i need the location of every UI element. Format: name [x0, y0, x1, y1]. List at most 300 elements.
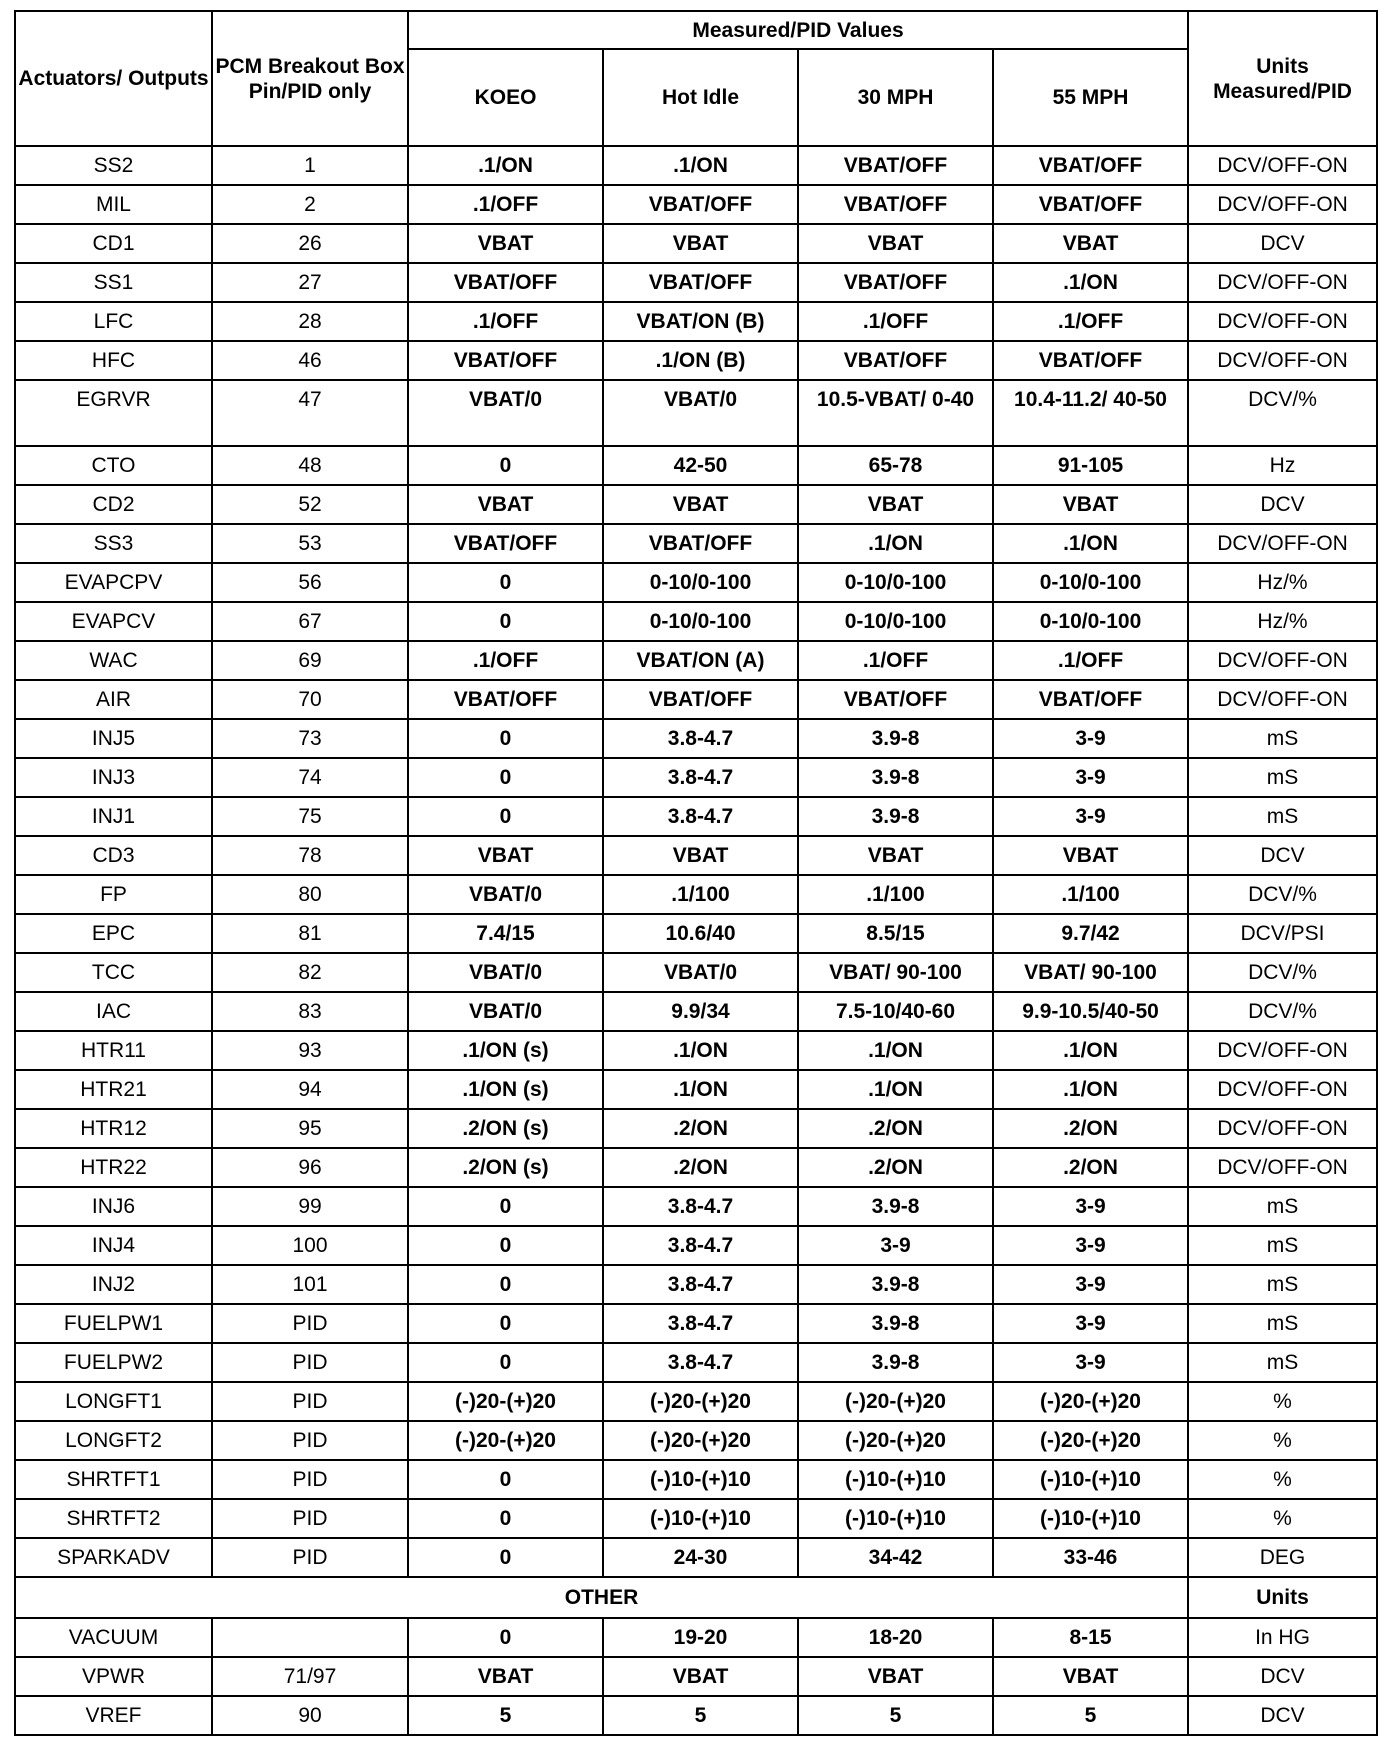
mph30-value-cell: (-)20-(+)20 — [798, 1382, 993, 1421]
mph55-value-cell: 3-9 — [993, 797, 1188, 836]
koeo-value-cell: 0 — [408, 1618, 603, 1657]
units-cell: DCV/PSI — [1188, 914, 1377, 953]
actuator-name-cell: IAC — [15, 992, 212, 1031]
hot-idle-value-cell: VBAT/0 — [603, 953, 798, 992]
hot-idle-value-cell: 3.8-4.7 — [603, 1304, 798, 1343]
mph30-value-cell: (-)10-(+)10 — [798, 1499, 993, 1538]
hot-idle-value-cell: VBAT/OFF — [603, 680, 798, 719]
mph30-value-cell: 18-20 — [798, 1618, 993, 1657]
hot-idle-value-cell: 3.8-4.7 — [603, 1187, 798, 1226]
pin-cell: 26 — [212, 224, 408, 263]
pin-cell: 95 — [212, 1109, 408, 1148]
actuator-name-cell: WAC — [15, 641, 212, 680]
pin-cell: 27 — [212, 263, 408, 302]
hot-idle-value-cell: VBAT — [603, 836, 798, 875]
mph30-value-cell: 3.9-8 — [798, 1265, 993, 1304]
koeo-value-cell: VBAT/OFF — [408, 341, 603, 380]
koeo-value-cell: VBAT/0 — [408, 992, 603, 1031]
mph30-value-cell: .1/OFF — [798, 302, 993, 341]
table-row — [15, 563, 1377, 602]
units-cell: DCV/OFF-ON — [1188, 185, 1377, 224]
pin-cell: 48 — [212, 446, 408, 485]
pid-values-sheet — [14, 10, 1378, 1736]
koeo-value-cell: 0 — [408, 446, 603, 485]
units-cell: DCV — [1188, 1657, 1377, 1696]
table-row — [15, 836, 1377, 875]
other-section — [15, 1577, 1377, 1735]
table-row — [15, 1421, 1377, 1460]
other-label: OTHER — [15, 1577, 1188, 1618]
table-row — [15, 875, 1377, 914]
pin-cell: 90 — [212, 1696, 408, 1735]
mph30-value-cell: 3.9-8 — [798, 719, 993, 758]
header-hot-idle: Hot Idle — [603, 49, 798, 146]
actuator-name-cell: INJ5 — [15, 719, 212, 758]
koeo-value-cell: 0 — [408, 797, 603, 836]
mph55-value-cell: .2/ON — [993, 1109, 1188, 1148]
actuator-name-cell: INJ4 — [15, 1226, 212, 1265]
mph30-value-cell: (-)10-(+)10 — [798, 1460, 993, 1499]
actuator-name-cell: SS1 — [15, 263, 212, 302]
units-cell: DCV/OFF-ON — [1188, 1070, 1377, 1109]
actuator-name-cell: EPC — [15, 914, 212, 953]
units-cell: Hz/% — [1188, 563, 1377, 602]
mph55-value-cell: 3-9 — [993, 758, 1188, 797]
header-pcm-breakout: PCM Breakout Box Pin/PID only — [212, 11, 408, 146]
table-row — [15, 1148, 1377, 1187]
mph55-value-cell: (-)10-(+)10 — [993, 1460, 1188, 1499]
hot-idle-value-cell: 3.8-4.7 — [603, 1343, 798, 1382]
pin-cell: 93 — [212, 1031, 408, 1070]
actuator-name-cell: VREF — [15, 1696, 212, 1735]
hot-idle-value-cell: .1/ON — [603, 1031, 798, 1070]
units-cell: DCV/OFF-ON — [1188, 524, 1377, 563]
koeo-value-cell: VBAT — [408, 1657, 603, 1696]
mph55-value-cell: 3-9 — [993, 1226, 1188, 1265]
hot-idle-value-cell: 24-30 — [603, 1538, 798, 1577]
pin-cell: PID — [212, 1499, 408, 1538]
units-cell: % — [1188, 1421, 1377, 1460]
units-cell: DCV/OFF-ON — [1188, 341, 1377, 380]
pin-cell: 100 — [212, 1226, 408, 1265]
units-cell: DEG — [1188, 1538, 1377, 1577]
hot-idle-value-cell: .2/ON — [603, 1109, 798, 1148]
mph55-value-cell: VBAT — [993, 836, 1188, 875]
table-row — [15, 1265, 1377, 1304]
hot-idle-value-cell: (-)10-(+)10 — [603, 1460, 798, 1499]
mph55-value-cell: (-)10-(+)10 — [993, 1499, 1188, 1538]
mph55-value-cell: .2/ON — [993, 1148, 1188, 1187]
hot-idle-value-cell: .1/ON — [603, 1070, 798, 1109]
actuator-name-cell: SHRTFT2 — [15, 1499, 212, 1538]
actuator-name-cell: CD2 — [15, 485, 212, 524]
pin-cell: 70 — [212, 680, 408, 719]
actuator-name-cell: HTR22 — [15, 1148, 212, 1187]
units-cell: DCV/% — [1188, 380, 1377, 446]
pin-cell: 101 — [212, 1265, 408, 1304]
actuator-name-cell: CTO — [15, 446, 212, 485]
units-cell: DCV/% — [1188, 992, 1377, 1031]
actuator-name-cell: SHRTFT1 — [15, 1460, 212, 1499]
table-row — [15, 602, 1377, 641]
mph30-value-cell: VBAT/OFF — [798, 341, 993, 380]
actuator-rows — [15, 146, 1377, 1577]
units-cell: % — [1188, 1382, 1377, 1421]
koeo-value-cell: 0 — [408, 1304, 603, 1343]
mph55-value-cell: 3-9 — [993, 1304, 1188, 1343]
pin-cell: 46 — [212, 341, 408, 380]
koeo-value-cell: VBAT/0 — [408, 875, 603, 914]
koeo-value-cell: 0 — [408, 1460, 603, 1499]
mph30-value-cell: 3.9-8 — [798, 797, 993, 836]
table-row — [15, 446, 1377, 485]
koeo-value-cell: 0 — [408, 1343, 603, 1382]
pin-cell: 53 — [212, 524, 408, 563]
mph30-value-cell: 3-9 — [798, 1226, 993, 1265]
mph30-value-cell: 10.5-VBAT/ 0-40 — [798, 380, 993, 446]
units-cell: DCV/% — [1188, 875, 1377, 914]
table-row — [15, 485, 1377, 524]
koeo-value-cell: (-)20-(+)20 — [408, 1421, 603, 1460]
units-cell: In HG — [1188, 1618, 1377, 1657]
table-row — [15, 1304, 1377, 1343]
actuator-name-cell: FUELPW2 — [15, 1343, 212, 1382]
mph55-value-cell: 3-9 — [993, 1343, 1188, 1382]
table-row — [15, 380, 1377, 446]
koeo-value-cell: 0 — [408, 1499, 603, 1538]
units-cell: DCV/OFF-ON — [1188, 680, 1377, 719]
pin-cell: 74 — [212, 758, 408, 797]
table-row — [15, 1696, 1377, 1735]
table-row — [15, 1226, 1377, 1265]
mph30-value-cell: VBAT/OFF — [798, 146, 993, 185]
koeo-value-cell: VBAT/0 — [408, 380, 603, 446]
mph55-value-cell: VBAT/OFF — [993, 185, 1188, 224]
actuator-name-cell: TCC — [15, 953, 212, 992]
hot-idle-value-cell: VBAT — [603, 485, 798, 524]
table-row — [15, 680, 1377, 719]
units-cell: DCV/OFF-ON — [1188, 1031, 1377, 1070]
actuator-name-cell: FP — [15, 875, 212, 914]
hot-idle-value-cell: VBAT/OFF — [603, 524, 798, 563]
units-cell: DCV/OFF-ON — [1188, 302, 1377, 341]
koeo-value-cell: .2/ON (s) — [408, 1109, 603, 1148]
hot-idle-value-cell: .1/100 — [603, 875, 798, 914]
actuator-name-cell: VPWR — [15, 1657, 212, 1696]
koeo-value-cell: 7.4/15 — [408, 914, 603, 953]
mph30-value-cell: (-)20-(+)20 — [798, 1421, 993, 1460]
mph55-value-cell: VBAT — [993, 224, 1188, 263]
actuator-name-cell: MIL — [15, 185, 212, 224]
hot-idle-value-cell: (-)20-(+)20 — [603, 1382, 798, 1421]
hot-idle-value-cell: VBAT/OFF — [603, 185, 798, 224]
mph30-value-cell: 7.5-10/40-60 — [798, 992, 993, 1031]
units-cell: Hz — [1188, 446, 1377, 485]
mph30-value-cell: 3.9-8 — [798, 1343, 993, 1382]
table-header — [15, 11, 1377, 146]
hot-idle-value-cell: 0-10/0-100 — [603, 602, 798, 641]
mph55-value-cell: .1/ON — [993, 1031, 1188, 1070]
mph30-value-cell: VBAT/OFF — [798, 185, 993, 224]
pin-cell: 82 — [212, 953, 408, 992]
koeo-value-cell: VBAT — [408, 224, 603, 263]
koeo-value-cell: .1/ON (s) — [408, 1070, 603, 1109]
koeo-value-cell: (-)20-(+)20 — [408, 1382, 603, 1421]
koeo-value-cell: VBAT/OFF — [408, 263, 603, 302]
units-cell: DCV — [1188, 224, 1377, 263]
mph30-value-cell: 65-78 — [798, 446, 993, 485]
pin-cell: 83 — [212, 992, 408, 1031]
pin-cell: PID — [212, 1421, 408, 1460]
mph30-value-cell: 8.5/15 — [798, 914, 993, 953]
table-row — [15, 1187, 1377, 1226]
hot-idle-value-cell: 5 — [603, 1696, 798, 1735]
actuator-name-cell: SS3 — [15, 524, 212, 563]
mph55-value-cell: 3-9 — [993, 1265, 1188, 1304]
table-row — [15, 263, 1377, 302]
pin-cell: 99 — [212, 1187, 408, 1226]
table-row — [15, 1382, 1377, 1421]
mph30-value-cell: 3.9-8 — [798, 1187, 993, 1226]
mph30-value-cell: VBAT — [798, 485, 993, 524]
actuator-name-cell: INJ2 — [15, 1265, 212, 1304]
actuator-name-cell: EVAPCPV — [15, 563, 212, 602]
actuator-name-cell: HTR11 — [15, 1031, 212, 1070]
pin-cell: PID — [212, 1460, 408, 1499]
mph55-value-cell: .1/100 — [993, 875, 1188, 914]
header-55-mph: 55 MPH — [993, 49, 1188, 146]
mph55-value-cell: 33-46 — [993, 1538, 1188, 1577]
table-row — [15, 1031, 1377, 1070]
units-cell: mS — [1188, 1304, 1377, 1343]
mph30-value-cell: 0-10/0-100 — [798, 602, 993, 641]
mph55-value-cell: 8-15 — [993, 1618, 1188, 1657]
mph55-value-cell: .1/ON — [993, 263, 1188, 302]
header-units: Units Measured/PID — [1188, 11, 1377, 146]
actuator-name-cell: HFC — [15, 341, 212, 380]
actuator-name-cell: CD3 — [15, 836, 212, 875]
hot-idle-value-cell: VBAT/ON (A) — [603, 641, 798, 680]
hot-idle-value-cell: VBAT — [603, 1657, 798, 1696]
pin-cell: PID — [212, 1343, 408, 1382]
units-cell: % — [1188, 1499, 1377, 1538]
pin-cell: 73 — [212, 719, 408, 758]
units-cell: Hz/% — [1188, 602, 1377, 641]
mph55-value-cell: 0-10/0-100 — [993, 563, 1188, 602]
table-row — [15, 914, 1377, 953]
table-row — [15, 719, 1377, 758]
header-actuators: Actuators/ Outputs — [15, 11, 212, 146]
mph55-value-cell: VBAT — [993, 485, 1188, 524]
units-cell: mS — [1188, 1343, 1377, 1382]
hot-idle-value-cell: 42-50 — [603, 446, 798, 485]
table-row — [15, 1499, 1377, 1538]
pin-cell: 2 — [212, 185, 408, 224]
mph55-value-cell: (-)20-(+)20 — [993, 1421, 1188, 1460]
mph30-value-cell: VBAT — [798, 224, 993, 263]
hot-idle-value-cell: 3.8-4.7 — [603, 758, 798, 797]
koeo-value-cell: VBAT — [408, 485, 603, 524]
actuator-name-cell: AIR — [15, 680, 212, 719]
koeo-value-cell: VBAT/0 — [408, 953, 603, 992]
mph30-value-cell: VBAT — [798, 836, 993, 875]
mph55-value-cell: 9.9-10.5/40-50 — [993, 992, 1188, 1031]
table-row — [15, 992, 1377, 1031]
table-row — [15, 758, 1377, 797]
actuator-name-cell: LONGFT1 — [15, 1382, 212, 1421]
table-row — [15, 1460, 1377, 1499]
table-row — [15, 641, 1377, 680]
pin-cell: 1 — [212, 146, 408, 185]
actuator-name-cell: CD1 — [15, 224, 212, 263]
koeo-value-cell: 5 — [408, 1696, 603, 1735]
koeo-value-cell: 0 — [408, 1187, 603, 1226]
hot-idle-value-cell: 3.8-4.7 — [603, 1265, 798, 1304]
pin-cell: 28 — [212, 302, 408, 341]
mph30-value-cell: .2/ON — [798, 1148, 993, 1187]
koeo-value-cell: .1/ON (s) — [408, 1031, 603, 1070]
pin-cell: PID — [212, 1382, 408, 1421]
mph30-value-cell: 5 — [798, 1696, 993, 1735]
mph55-value-cell: 3-9 — [993, 719, 1188, 758]
hot-idle-value-cell: 0-10/0-100 — [603, 563, 798, 602]
mph30-value-cell: VBAT/ 90-100 — [798, 953, 993, 992]
hot-idle-value-cell: 3.8-4.7 — [603, 719, 798, 758]
actuator-name-cell: INJ1 — [15, 797, 212, 836]
header-measured-group: Measured/PID Values — [408, 11, 1188, 49]
table-row — [15, 341, 1377, 380]
hot-idle-value-cell: .2/ON — [603, 1148, 798, 1187]
koeo-value-cell: 0 — [408, 758, 603, 797]
table-row — [15, 224, 1377, 263]
units-cell: DCV/OFF-ON — [1188, 263, 1377, 302]
pin-cell: 69 — [212, 641, 408, 680]
hot-idle-value-cell: VBAT/0 — [603, 380, 798, 446]
pin-cell: 78 — [212, 836, 408, 875]
units-cell: mS — [1188, 1187, 1377, 1226]
pin-cell: 71/97 — [212, 1657, 408, 1696]
units-cell: mS — [1188, 797, 1377, 836]
koeo-value-cell: 0 — [408, 602, 603, 641]
table-row — [15, 953, 1377, 992]
header-30-mph: 30 MPH — [798, 49, 993, 146]
pin-cell: 47 — [212, 380, 408, 446]
table-row — [15, 1109, 1377, 1148]
mph30-value-cell: .1/OFF — [798, 641, 993, 680]
actuator-name-cell: HTR21 — [15, 1070, 212, 1109]
units-cell: DCV — [1188, 485, 1377, 524]
pin-cell: 96 — [212, 1148, 408, 1187]
units-cell: DCV/% — [1188, 953, 1377, 992]
mph30-value-cell: VBAT/OFF — [798, 263, 993, 302]
koeo-value-cell: .2/ON (s) — [408, 1148, 603, 1187]
mph55-value-cell: .1/OFF — [993, 641, 1188, 680]
table-row — [15, 1070, 1377, 1109]
koeo-value-cell: .1/OFF — [408, 185, 603, 224]
hot-idle-value-cell: VBAT — [603, 224, 798, 263]
units-cell: mS — [1188, 719, 1377, 758]
pin-cell: PID — [212, 1538, 408, 1577]
koeo-value-cell: .1/ON — [408, 146, 603, 185]
mph55-value-cell: .1/ON — [993, 1070, 1188, 1109]
pin-cell: PID — [212, 1304, 408, 1343]
koeo-value-cell: VBAT/OFF — [408, 524, 603, 563]
table-row — [15, 1657, 1377, 1696]
mph30-value-cell: .1/ON — [798, 1031, 993, 1070]
hot-idle-value-cell: 3.8-4.7 — [603, 1226, 798, 1265]
mph30-value-cell: .2/ON — [798, 1109, 993, 1148]
actuator-name-cell: EVAPCV — [15, 602, 212, 641]
other-units-label: Units — [1188, 1577, 1377, 1618]
koeo-value-cell: VBAT/OFF — [408, 680, 603, 719]
koeo-value-cell: VBAT — [408, 836, 603, 875]
units-cell: DCV — [1188, 1696, 1377, 1735]
koeo-value-cell: .1/OFF — [408, 641, 603, 680]
units-cell: mS — [1188, 1265, 1377, 1304]
actuator-name-cell: SS2 — [15, 146, 212, 185]
hot-idle-value-cell: .1/ON — [603, 146, 798, 185]
actuator-name-cell: INJ3 — [15, 758, 212, 797]
table-row — [15, 302, 1377, 341]
table-row — [15, 1538, 1377, 1577]
units-cell: DCV — [1188, 836, 1377, 875]
mph55-value-cell: 0-10/0-100 — [993, 602, 1188, 641]
hot-idle-value-cell: VBAT/ON (B) — [603, 302, 798, 341]
units-cell: DCV/OFF-ON — [1188, 1109, 1377, 1148]
mph30-value-cell: 34-42 — [798, 1538, 993, 1577]
table-row — [15, 1343, 1377, 1382]
actuator-name-cell: LFC — [15, 302, 212, 341]
pin-cell: 56 — [212, 563, 408, 602]
pin-cell — [212, 1618, 408, 1657]
hot-idle-value-cell: (-)20-(+)20 — [603, 1421, 798, 1460]
pin-cell: 94 — [212, 1070, 408, 1109]
mph55-value-cell: 91-105 — [993, 446, 1188, 485]
table-row — [15, 797, 1377, 836]
actuator-name-cell: FUELPW1 — [15, 1304, 212, 1343]
koeo-value-cell: 0 — [408, 719, 603, 758]
mph30-value-cell: 3.9-8 — [798, 1304, 993, 1343]
table-row — [15, 1618, 1377, 1657]
mph55-value-cell: VBAT/OFF — [993, 341, 1188, 380]
actuator-name-cell: HTR12 — [15, 1109, 212, 1148]
units-cell: DCV/OFF-ON — [1188, 146, 1377, 185]
mph55-value-cell: 5 — [993, 1696, 1188, 1735]
mph55-value-cell: (-)20-(+)20 — [993, 1382, 1188, 1421]
mph55-value-cell: .1/OFF — [993, 302, 1188, 341]
pin-cell: 67 — [212, 602, 408, 641]
units-cell: % — [1188, 1460, 1377, 1499]
units-cell: DCV/OFF-ON — [1188, 641, 1377, 680]
actuator-name-cell: SPARKADV — [15, 1538, 212, 1577]
header-koeo: KOEO — [408, 49, 603, 146]
koeo-value-cell: 0 — [408, 563, 603, 602]
mph30-value-cell: .1/ON — [798, 524, 993, 563]
mph55-value-cell: VBAT — [993, 1657, 1188, 1696]
koeo-value-cell: 0 — [408, 1265, 603, 1304]
koeo-value-cell: 0 — [408, 1226, 603, 1265]
koeo-value-cell: .1/OFF — [408, 302, 603, 341]
units-cell: mS — [1188, 1226, 1377, 1265]
mph55-value-cell: VBAT/OFF — [993, 680, 1188, 719]
mph55-value-cell: VBAT/OFF — [993, 146, 1188, 185]
mph55-value-cell: VBAT/ 90-100 — [993, 953, 1188, 992]
hot-idle-value-cell: (-)10-(+)10 — [603, 1499, 798, 1538]
pin-cell: 52 — [212, 485, 408, 524]
other-section-header — [15, 1577, 1377, 1618]
units-cell: DCV/OFF-ON — [1188, 1148, 1377, 1187]
hot-idle-value-cell: 19-20 — [603, 1618, 798, 1657]
